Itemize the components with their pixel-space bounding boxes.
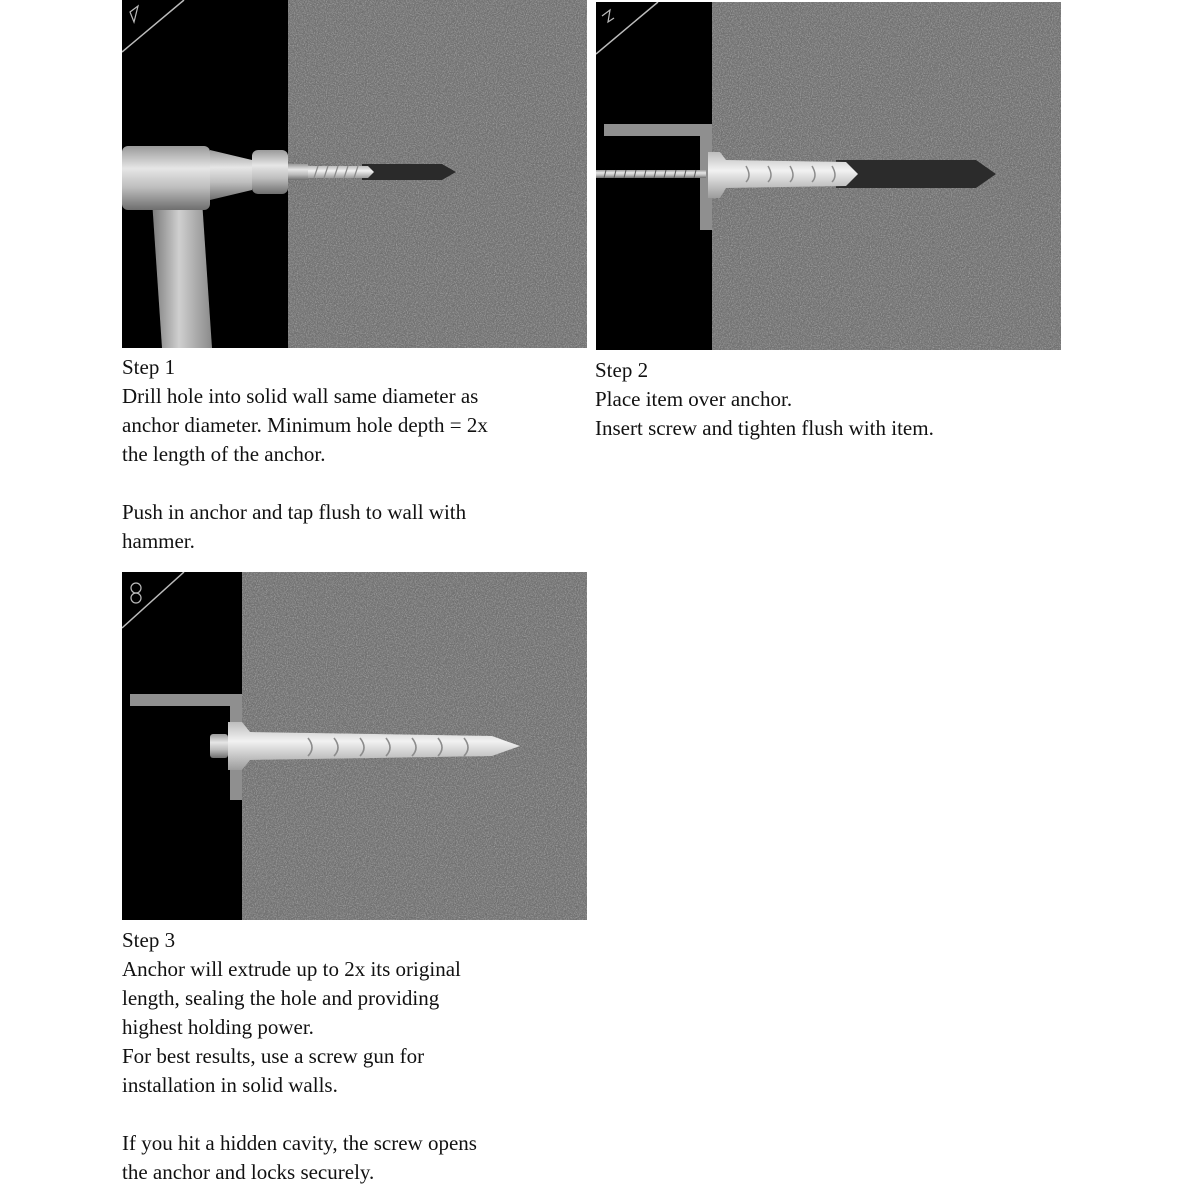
screw-head [210,734,228,758]
drill-chuck [252,150,288,194]
drilled-hole [836,160,996,188]
step-1-caption [122,353,488,556]
drilled-hole [362,164,456,180]
step-1-illustration [122,0,587,348]
step-1-line: hammer. [122,529,195,553]
screw [596,170,706,178]
step-3-illustration [122,572,587,920]
step-2-line: Insert screw and tighten flush with item. [595,416,934,440]
step-3-line: highest holding power. [122,1015,314,1039]
drill-body [122,146,210,210]
step-3-line: If you hit a hidden cavity, the screw opens [122,1131,477,1155]
step-3-line: For best results, use a screw gun for [122,1044,425,1068]
step-3-line: Anchor will extrude up to 2x its original [122,957,461,981]
step-2-heading: Step 2 [595,358,649,382]
step-1-line: anchor diameter. Minimum hole depth = 2x [122,413,488,437]
drill-handle [152,200,212,348]
step-1-line: the length of the anchor. [122,442,326,466]
step-1-line: Push in anchor and tap flush to wall with [122,500,467,524]
step-2-illustration [596,2,1061,350]
step-3-line: length, sealing the hole and providing [122,986,440,1010]
step-3-line: the anchor and locks securely. [122,1160,375,1184]
step-1-line: Drill hole into solid wall same diameter as [122,384,479,408]
step-3-heading: Step 3 [122,928,176,952]
step-2-caption [595,356,934,443]
step-3-caption [122,926,477,1187]
step-1-heading: Step 1 [122,355,176,379]
step-2-line: Place item over anchor. [595,387,793,411]
step-3-line: installation in solid walls. [122,1073,338,1097]
